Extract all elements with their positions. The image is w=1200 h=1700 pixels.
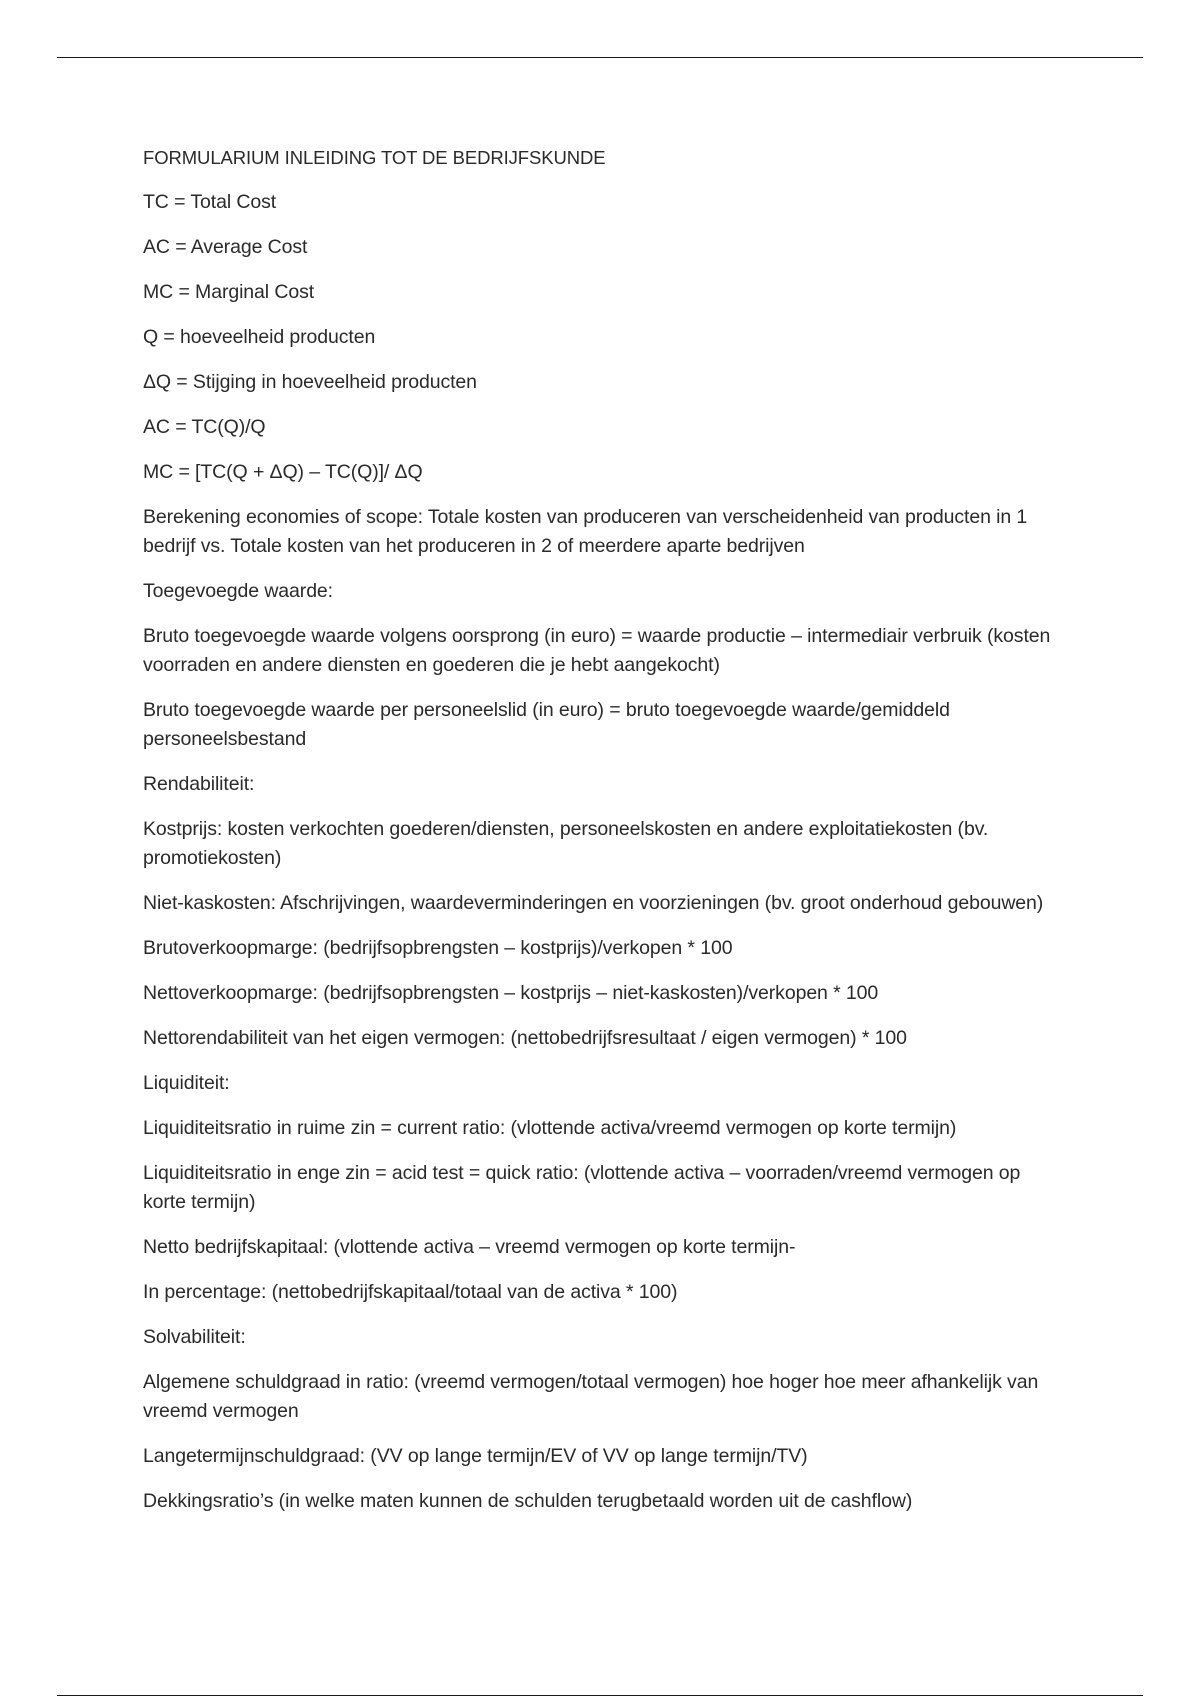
nettorendabiliteit-eigen-vermogen: Nettorendabiliteit van het eigen vermogen: (nettobedrijfsresultaat / eigen vermogen) * 100 [143,1027,907,1049]
nettoverkoopmarge: Nettoverkoopmarge: (bedrijfsopbrengsten – kostprijs – niet-kaskosten)/verkopen * 100 [143,982,879,1004]
netto-bedrijfskapitaal: Netto bedrijfskapitaal: (vlottende activa – vreemd vermogen op korte termijn- [143,1236,796,1258]
document-title: FORMULARIUM INLEIDING TOT DE BEDRIJFSKUNDE [143,147,606,168]
footer-rule [57,1695,1143,1696]
section-heading-rendabiliteit: Rendabiliteit: [143,773,255,795]
section-heading-liquiditeit: Liquiditeit: [143,1072,230,1094]
niet-kaskosten: Niet-kaskosten: Afschrijvingen, waardeverminderingen en voorzieningen (bv. groot onderhoud gebouwen) [143,892,1044,914]
definition-tc: TC = Total Cost [143,191,277,213]
definition-delta-q: ΔQ = Stijging in hoeveelheid producten [143,371,477,393]
formula-mc: MC = [TC(Q + ΔQ) – TC(Q)]/ ΔQ [143,461,423,483]
brutoverkoopmarge: Brutoverkoopmarge: (bedrijfsopbrengsten – kostprijs)/verkopen * 100 [143,937,733,959]
formula-ac: AC = TC(Q)/Q [143,416,266,438]
document-body [143,143,1063,1532]
header-rule [57,57,1143,58]
in-percentage: In percentage: (nettobedrijfskapitaal/totaal van de activa * 100) [143,1281,678,1303]
bruto-toegevoegde-waarde-oorsprong: Bruto toegevoegde waarde volgens oorsprong (in euro) = waarde productie – intermediair verbruik (kosten voorraden en andere diensten en goederen die je hebt aangekocht) [143,625,1051,676]
definition-ac: AC = Average Cost [143,236,308,258]
definition-mc: MC = Marginal Cost [143,281,315,303]
kostprijs: Kostprijs: kosten verkochten goederen/diensten, personeelskosten en andere exploitatiekosten (bv. promotiekosten) [143,818,989,869]
algemene-schuldgraad: Algemene schuldgraad in ratio: (vreemd vermogen/totaal vermogen) hoe hoger hoe meer afhankelijk van vreemd vermogen [143,1371,1039,1422]
bruto-toegevoegde-waarde-personeelslid: Bruto toegevoegde waarde per personeelslid (in euro) = bruto toegevoegde waarde/gemiddeld personeelsbestand [143,699,950,750]
economies-of-scope: Berekening economies of scope: Totale kosten van produceren van verscheidenheid van producten in 1 bedrijf vs. Totale kosten van het produceren in 2 of meerdere aparte bedrijven [143,506,1028,557]
dekkingsratios: Dekkingsratio’s (in welke maten kunnen de schulden terugbetaald worden uit de cashflow) [143,1490,913,1512]
section-heading-solvabiliteit: Solvabiliteit: [143,1326,246,1348]
liquiditeitsratio-enge-zin: Liquiditeitsratio in enge zin = acid test = quick ratio: (vlottende activa – voorraden/vreemd vermogen op korte termijn) [143,1162,1021,1213]
langetermijnschuldgraad: Langetermijnschuldgraad: (VV op lange termijn/EV of VV op lange termijn/TV) [143,1445,808,1467]
definition-q: Q = hoeveelheid producten [143,326,376,348]
liquiditeitsratio-ruime-zin: Liquiditeitsratio in ruime zin = current ratio: (vlottende activa/vreemd vermogen op korte termijn) [143,1117,957,1139]
section-heading-toegevoegde-waarde: Toegevoegde waarde: [143,580,333,602]
